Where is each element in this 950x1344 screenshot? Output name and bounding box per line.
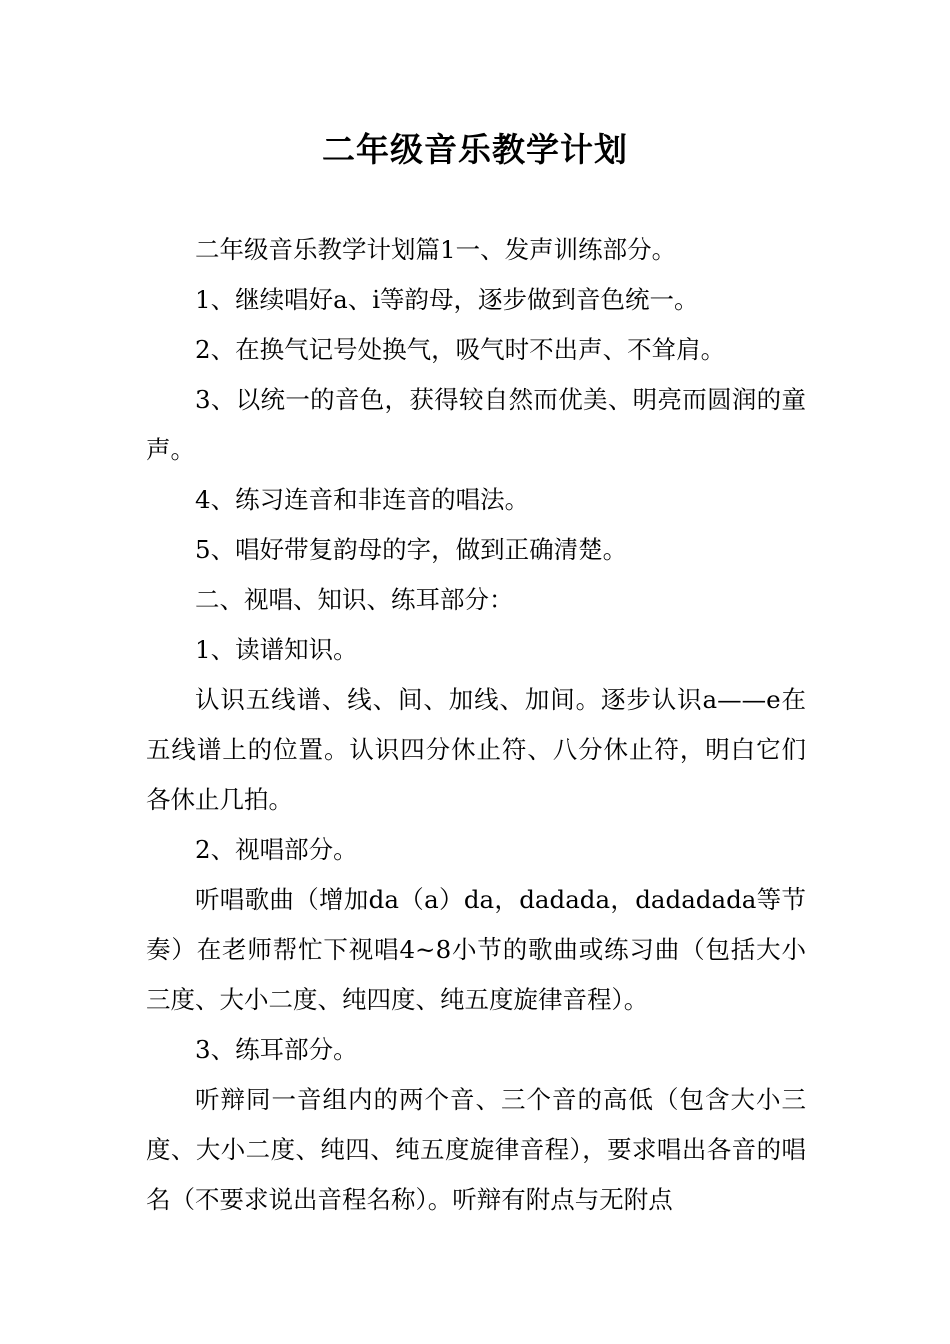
paragraph: 二年级音乐教学计划篇1一、发声训练部分。 xyxy=(195,235,677,264)
paragraph: 3、练耳部分。 xyxy=(195,1035,358,1064)
document-title: 二年级音乐教学计划 xyxy=(322,130,628,169)
document-body xyxy=(146,225,806,1225)
paragraph: 听辩同一音组内的两个音、三个音的高低（包含大小三度、大小二度、纯四、纯五度旋律音程），要求唱出各音的唱名（不要求说出音程名称）。听辩有附点与无附点 xyxy=(146,1085,806,1214)
paragraph: 5、唱好带复韵母的字，做到正确清楚。 xyxy=(195,535,628,564)
paragraph: 1、读谱知识。 xyxy=(195,635,358,664)
paragraph: 2、视唱部分。 xyxy=(195,835,358,864)
paragraph: 听唱歌曲（增加da（a）da，dadada，dadadada等节奏）在老师帮忙下视唱4~8小节的歌曲或练习曲（包括大小三度、大小二度、纯四度、纯五度旋律音程）。 xyxy=(146,885,806,1014)
paragraph: 2、在换气记号处换气，吸气时不出声、不耸肩。 xyxy=(195,335,726,364)
paragraph: 4、练习连音和非连音的唱法。 xyxy=(195,485,530,514)
paragraph: 3、以统一的音色，获得较自然而优美、明亮而圆润的童声。 xyxy=(146,385,806,464)
paragraph: 1、继续唱好a、i等韵母，逐步做到音色统一。 xyxy=(195,285,699,314)
paragraph: 认识五线谱、线、间、加线、加间。逐步认识a——e在五线谱上的位置。认识四分休止符、八分休止符，明白它们各休止几拍。 xyxy=(146,685,806,814)
paragraph: 二、视唱、知识、练耳部分： xyxy=(195,585,514,614)
